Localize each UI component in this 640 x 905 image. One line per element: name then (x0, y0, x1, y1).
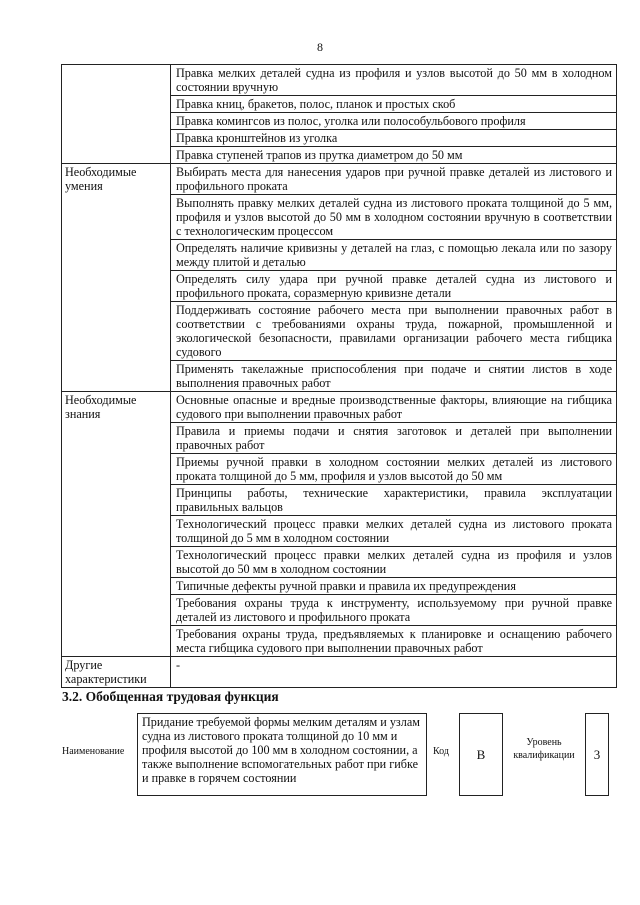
table-row (62, 164, 617, 195)
item-cell: Правка кронштейнов из уголка (171, 130, 617, 147)
item-cell: Применять такелажные приспособления при подаче и снятии листов в ходе выполнения правочных работ (171, 361, 617, 392)
table-row (62, 392, 617, 423)
item-cell: Правка комингсов из полос, уголка или полособульбового профиля (171, 113, 617, 130)
item-cell: Правка мелких деталей судна из профиля и узлов высотой до 50 мм в холодном состоянии вручную (171, 65, 617, 96)
item-cell: Приемы ручной правки в холодном состоянии мелких деталей из листового проката толщиной до 5 мм, профиля и узлов высотой до 50 мм (171, 454, 617, 485)
function-name-label: Наименование (62, 746, 125, 757)
item-cell: Поддерживать состояние рабочего места при выполнении правочных работ в соответствии с требованиями охраны труда, пожарной, промышленной и экологической безопасности, правилами организации рабочего места гибщика судового (171, 302, 617, 361)
item-cell: Определять наличие кривизны у деталей на глаз, с помощью лекала или по зазору между плитой и деталью (171, 240, 617, 271)
item-cell: Принципы работы, технические характеристики, правила эксплуатации правильных вальцов (171, 485, 617, 516)
competency-table-body (62, 65, 617, 688)
category-cell: Другие характеристики (62, 657, 171, 688)
item-cell: - (171, 657, 617, 688)
function-name-value: Придание требуемой формы мелким деталям и узлам судна из листового проката толщиной до 10 мм и профиля высотой до 100 мм в холодном состоянии, а также выполнение вспомогательных работ при гибке и правке в горячем состоянии (142, 715, 420, 785)
code-value: B (476, 746, 486, 762)
competency-table (61, 64, 617, 688)
level-box (585, 713, 609, 796)
level-value: 3 (593, 746, 601, 762)
item-cell: Требования охраны труда к инструменту, используемому при ручной правке деталей из листового и профильного проката (171, 595, 617, 626)
item-cell: Типичные дефекты ручной правки и правила их предупреждения (171, 578, 617, 595)
item-cell: Технологический процесс правки мелких деталей судна из профиля и узлов высотой до 50 мм в холодном состоянии (171, 547, 617, 578)
table-row (62, 657, 617, 688)
item-cell: Определять силу удара при ручной правке деталей судна из листового и профильного проката, соразмерную кривизне детали (171, 271, 617, 302)
section-title: 3.2. Обобщенная трудовая функция (62, 689, 279, 704)
category-cell: Необходимые умения (62, 164, 171, 392)
item-cell: Правка книц, бракетов, полос, планок и простых скоб (171, 96, 617, 113)
code-label: Код (433, 746, 449, 757)
function-name-box (137, 713, 427, 796)
item-cell: Выполнять правку мелких деталей судна из листового проката толщиной до 5 мм, профиля и узлов высотой до 50 мм в холодном состоянии вручную в соответствии с технологическим процессом (171, 195, 617, 240)
code-box (459, 713, 503, 796)
item-cell: Технологический процесс правки мелких деталей судна из листового проката толщиной до 5 мм в холодном состоянии (171, 516, 617, 547)
item-cell: Правка ступеней трапов из прутка диаметром до 50 мм (171, 147, 617, 164)
table-row (62, 65, 617, 96)
item-cell: Правила и приемы подачи и снятия заготовок и деталей при выполнении правочных работ (171, 423, 617, 454)
category-cell: Необходимые знания (62, 392, 171, 657)
category-cell (62, 65, 171, 164)
item-cell: Основные опасные и вредные производственные факторы, влияющие на гибщика судового при выполнении правочных работ (171, 392, 617, 423)
item-cell: Требования охраны труда, предъявляемых к планировке и оснащению рабочего места гибщика судового при выполнении правочных работ (171, 626, 617, 657)
page-number: 8 (317, 40, 323, 54)
item-cell: Выбирать места для нанесения ударов при ручной правке деталей из листового и профильного проката (171, 164, 617, 195)
level-label: Уровень квалификации (513, 737, 575, 761)
